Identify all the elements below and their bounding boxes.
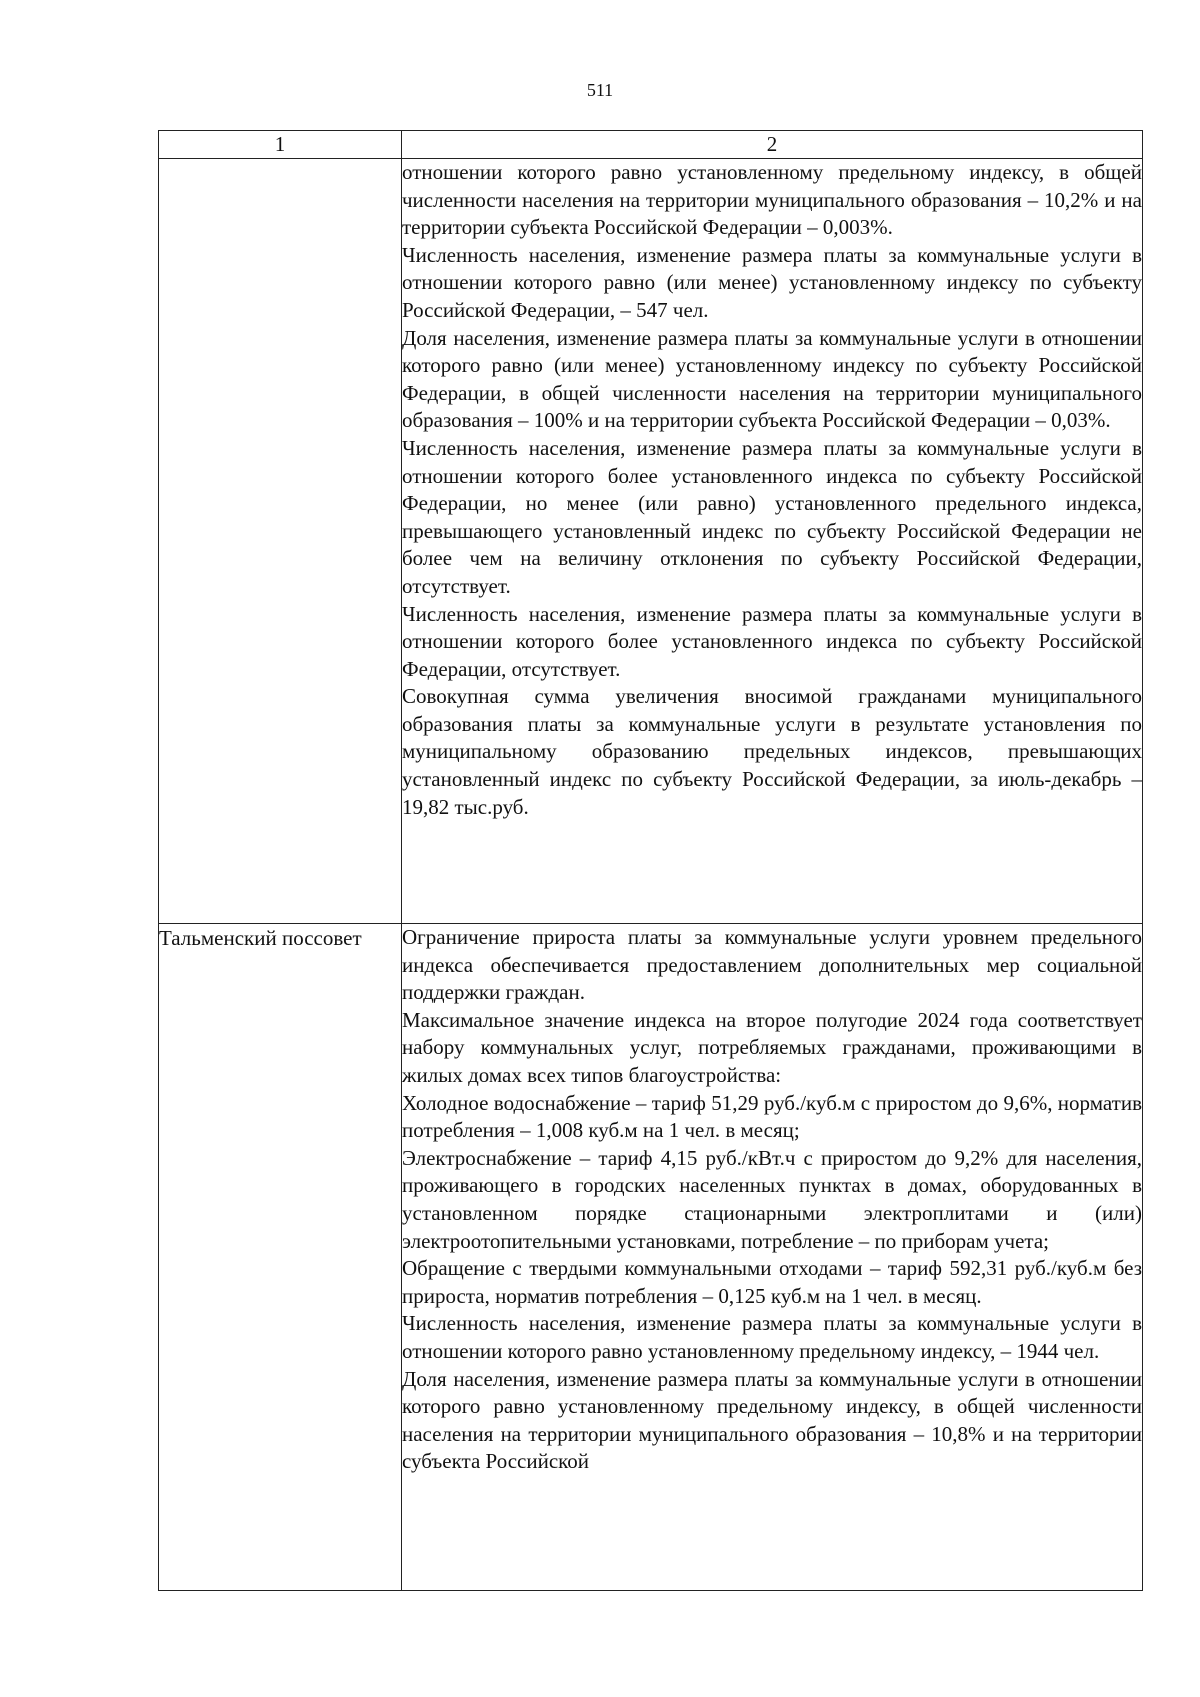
paragraph: Доля населения, изменение размера платы за коммунальные услуги в отношении которого равно (или менее) установленному индексу по субъекту Российской Федерации, в общей численности населения на территории муниципального образования – 100% и на территории субъекта Российской Федерации – 0,03%. xyxy=(402,325,1142,433)
paragraph: Совокупная сумма увеличения вносимой гражданами муниципального образования платы за коммунальные услуги в результате установления по муниципальному образованию предельных индексов, превышающих установленный индекс по субъекту Российской Федерации, за июль-декабрь – 19,82 тыс.руб. xyxy=(402,684,1142,819)
municipality-name-cell: Тальменский поссовет xyxy=(159,924,402,1591)
table-row xyxy=(159,159,1143,924)
document-table xyxy=(158,130,1143,1591)
paragraph: Доля населения, изменение размера платы за коммунальные услуги в отношении которого равно установленному предельному индексу, в общей численности населения на территории муниципального образования – 10,8% и на территории субъекта Российской xyxy=(402,1366,1142,1474)
paragraph: Электроснабжение – тариф 4,15 руб./кВт.ч с приростом до 9,2% для населения, проживающего в городских населенных пунктах в домах, оборудованных в установленном порядке стационарными электроплитами и (или) электроотопительными установками, потребление – по приборам учета; xyxy=(402,1145,1142,1253)
column-header-2: 2 xyxy=(402,131,1143,159)
description-cell xyxy=(402,924,1143,1591)
paragraph: Численность населения, изменение размера платы за коммунальные услуги в отношении которого более установленного индекса по субъекту Российской Федерации, но менее (или равно) установленного предельного индекса, превышающего установленный индекс по субъекту Российской Федерации не более чем на величину отклонения по субъекту Российской Федерации, отсутствует. xyxy=(402,435,1142,598)
paragraph: Численность населения, изменение размера платы за коммунальные услуги в отношении которого более установленного индекса по субъекту Российской Федерации, отсутствует. xyxy=(402,601,1142,681)
table-header-row xyxy=(159,131,1143,159)
paragraph: отношении которого равно установленному предельному индексу, в общей численности населения на территории муниципального образования – 10,2% и на территории субъекта Российской Федерации – 0,003%. xyxy=(402,160,1142,240)
paragraph: Обращение с твердыми коммунальными отходами – тариф 592,31 руб./куб.м без прироста, норматив потребления – 0,125 куб.м на 1 чел. в месяц. xyxy=(402,1256,1142,1308)
page-number: 511 xyxy=(586,80,614,100)
table-row xyxy=(159,924,1143,1591)
paragraph: Численность населения, изменение размера платы за коммунальные услуги в отношении которого равно установленному предельному индексу, – 1944 чел. xyxy=(402,1311,1142,1363)
description-cell xyxy=(402,159,1143,924)
paragraph: Холодное водоснабжение – тариф 51,29 руб./куб.м с приростом до 9,6%, норматив потребления – 1,008 куб.м на 1 чел. в месяц; xyxy=(402,1090,1142,1143)
municipality-name-cell xyxy=(159,159,402,924)
column-header-1: 1 xyxy=(159,131,402,159)
paragraph: Максимальное значение индекса на второе полугодие 2024 года соответствует набору коммунальных услуг, потребляемых гражданами, проживающими в жилых домах всех типов благоустройства: xyxy=(402,1007,1142,1087)
paragraph: Численность населения, изменение размера платы за коммунальные услуги в отношении которого равно (или менее) установленному индексу по субъекту Российской Федерации, – 547 чел. xyxy=(402,242,1142,322)
paragraph: Ограничение прироста платы за коммунальные услуги уровнем предельного индекса обеспечивается предоставлением дополнительных мер социальной поддержки граждан. xyxy=(402,925,1142,1005)
